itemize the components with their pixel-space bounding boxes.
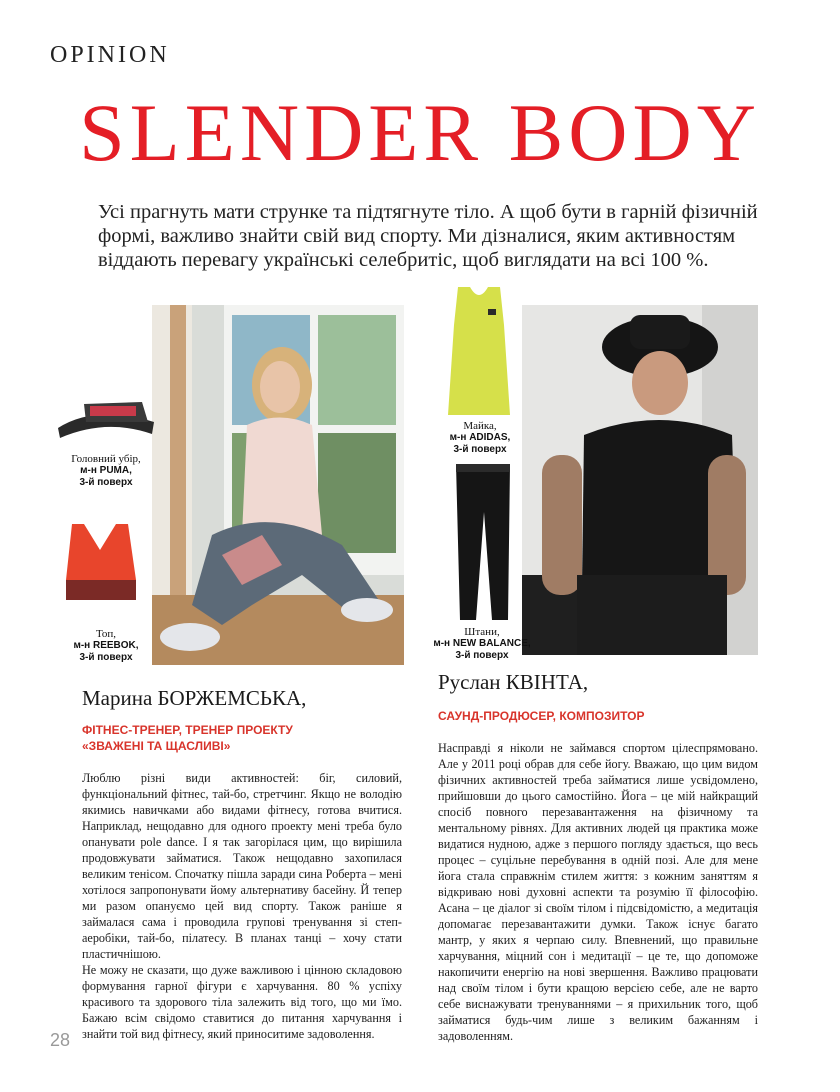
caption-top	[56, 628, 156, 664]
person1-paragraph-1: Люблю різні види активностей: біг, силовий, функціональний фітнес, тай-бо, стретчинг. Якщо не володію якимись навичками або видами фітнесу, готова вчитися. Наприклад, нещодавно для одного проекту мені треба було опанувати pole dance. І я так загорілася цим, що вирішила продовжувати займатися. Також нещодавно захопилася великим тенісом. Спочатку пішла заради сина Роберта – мені хотілося запропонувати йому альтернативу басейну. Й тепер ми разом опануємо цей вид спорту. Також раніше я займалася сама і проводила групові тренування зі степ-аеробіки, тай-бо, пілатесу. В планах танці – хочу стати пластичнішою.	[82, 771, 402, 961]
product-pants-image	[452, 462, 514, 622]
person2-name: Руслан КВІНТА,	[438, 670, 589, 694]
caption-visor	[56, 453, 156, 489]
person1-role-line2: «ЗВАЖЕНІ ТА ЩАСЛИВІ»	[82, 739, 231, 753]
product-tank-image	[446, 285, 512, 417]
caption-pants-item: Штани,	[464, 626, 500, 638]
person1-role-line1: ФІТНЕС-ТРЕНЕР, ТРЕНЕР ПРОЕКТУ	[82, 723, 293, 737]
person1-paragraph-2: Не можу не сказати, що дуже важливою і цінною складовою формування гарної фігури є харчування. 80 % успіху красивого та здорового тіла залежить від того, що ми їмо. Бажаю всім свідомо ставитися до питання харчування і знайти той вид фітнесу, який приноситиме задоволення.	[82, 963, 402, 1041]
page-number: 28	[50, 1030, 71, 1050]
caption-tank-floor: 3-й поверх	[453, 444, 507, 455]
person1-text	[82, 770, 402, 1042]
caption-tank	[430, 420, 530, 456]
product-visor-image	[56, 398, 156, 450]
person2-paragraph-1: Насправді я ніколи не займався спортом цілеспрямовано. Але у 2011 році обрав для себе йогу. Вважаю, що цим видом фізичних активностей треба займатися лише усвідомлено, прийшовши до цього самостійно. Йога – це мій найкращий спосіб повного перезавантаження на фізичному та ментальному рівнях. Для активних людей ця практика може видатися нудною, адже з першого погляду здається, що весь процес – суцільне перебування в одній позі. Але для мене йога стала справжнім стилем життя: з кожним заняттям я відкриваю нові духовні аспекти та розумію її філософію. Асана – це діалог зі своїм тілом і підсвідомістю, а медитація допомагає перезавантажити думки. Також існує багато мантр, у яких я черпаю силу. Впевнений, що правильне харчування, міцний сон і медитації – це те, що допоможе накопичити енергію на нові звершення. Важливо працювати над своїм тілом і бути кращою версією себе, але не варто себе виснажувати тренуваннями – я прихильник того, щоб займатися будь-чим лише з великим бажанням і задоволенням.	[438, 741, 758, 1043]
lead-paragraph: Усі прагнуть мати струнке та підтягнуте тіло. А щоб бути в гарній фізичній формі, важливо знайти свій вид спорту. Ми дізналися, яким активностям віддають перевагу українські селебритіс, щоб виглядати на всі 100 %.	[98, 201, 758, 271]
person1-role	[82, 722, 293, 754]
photo-ruslan	[522, 305, 758, 655]
caption-top-floor: 3-й поверх	[79, 652, 133, 663]
photo-marina	[152, 305, 404, 665]
product-top-image	[62, 520, 140, 608]
caption-top-item: Топ,	[95, 628, 117, 640]
caption-tank-store: м-н ADIDAS,	[449, 432, 511, 443]
caption-visor-store: м-н PUMA,	[80, 465, 132, 476]
caption-visor-floor: 3-й поверх	[79, 477, 133, 488]
caption-pants-store: м-н NEW BALANCE,	[433, 638, 531, 649]
page-title: SLENDER BODY	[79, 87, 761, 178]
person2-text	[438, 740, 758, 1044]
person2-role: САУНД-ПРОДЮСЕР, КОМПОЗИТОР	[438, 709, 645, 723]
caption-tank-item: Майка,	[463, 420, 497, 432]
caption-top-store: м-н REEBOK,	[73, 640, 139, 651]
caption-pants-floor: 3-й поверх	[455, 650, 509, 661]
caption-pants	[420, 626, 544, 662]
person1-name: Марина БОРЖЕМСЬКА,	[82, 686, 307, 710]
caption-visor-item: Головний убір,	[71, 453, 141, 465]
section-label: OPINION	[50, 42, 170, 68]
